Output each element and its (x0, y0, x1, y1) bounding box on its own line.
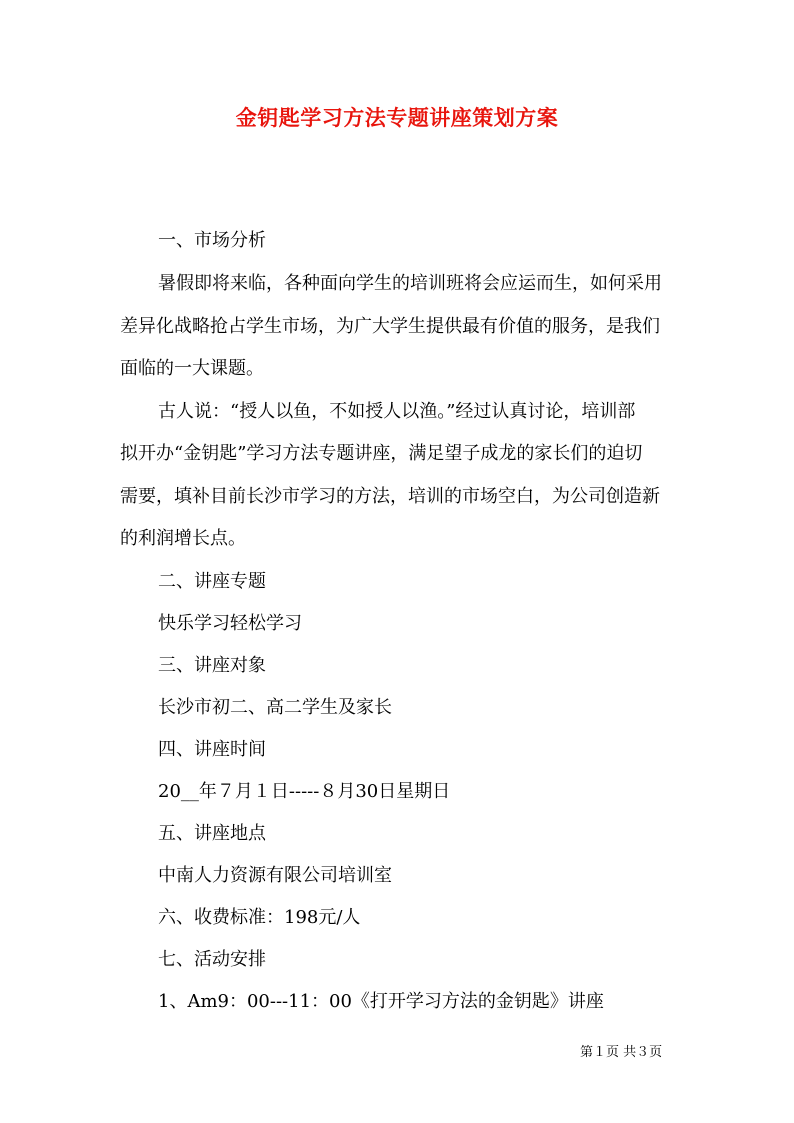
section-heading-topic: 二、讲座专题 (158, 571, 266, 592)
paragraph-line: 拟开办“金钥匙”学习方法专题讲座，满足望子成龙的家长们的迫切 (120, 443, 643, 464)
paragraph-line: 面临的一大课题。 (120, 358, 264, 379)
section-heading-location: 五、讲座地点 (158, 823, 266, 844)
paragraph-line: 暑假即将来临，各种面向学生的培训班将会应运而生，如何采用 (158, 273, 662, 294)
section-heading-market-analysis: 一、市场分析 (158, 230, 266, 251)
paragraph-line: 的利润增长点。 (120, 528, 246, 549)
paragraph-line: 需要，填补目前长沙市学习的方法，培训的市场空白，为公司创造新 (120, 486, 660, 507)
paragraph-line: 古人说：“授人以鱼，不如授人以渔。”经过认真讨论，培训部 (158, 401, 636, 422)
section-heading-schedule: 七、活动安排 (158, 949, 266, 970)
page-number: 第１页 共３页 (580, 1045, 663, 1060)
section-heading-fee: 六、收费标准：198元/人 (158, 907, 361, 928)
paragraph-line: 差异化战略抢占学生市场，为广大学生提供最有价值的服务，是我们 (120, 316, 660, 337)
paragraph-line: 中南人力资源有限公司培训室 (158, 865, 392, 886)
paragraph-line: 长沙市初二、高二学生及家长 (158, 697, 392, 718)
section-heading-audience: 三、讲座对象 (158, 655, 266, 676)
paragraph-line: 1、Am9：00---11：00《打开学习方法的金钥匙》讲座 (158, 991, 604, 1012)
section-heading-time: 四、讲座时间 (158, 739, 266, 760)
paragraph-line: 快乐学习轻松学习 (158, 613, 302, 634)
document-title: 金钥匙学习方法专题讲座策划方案 (235, 105, 559, 130)
paragraph-line: 20__年７月１日-----８月30日星期日 (158, 781, 451, 802)
